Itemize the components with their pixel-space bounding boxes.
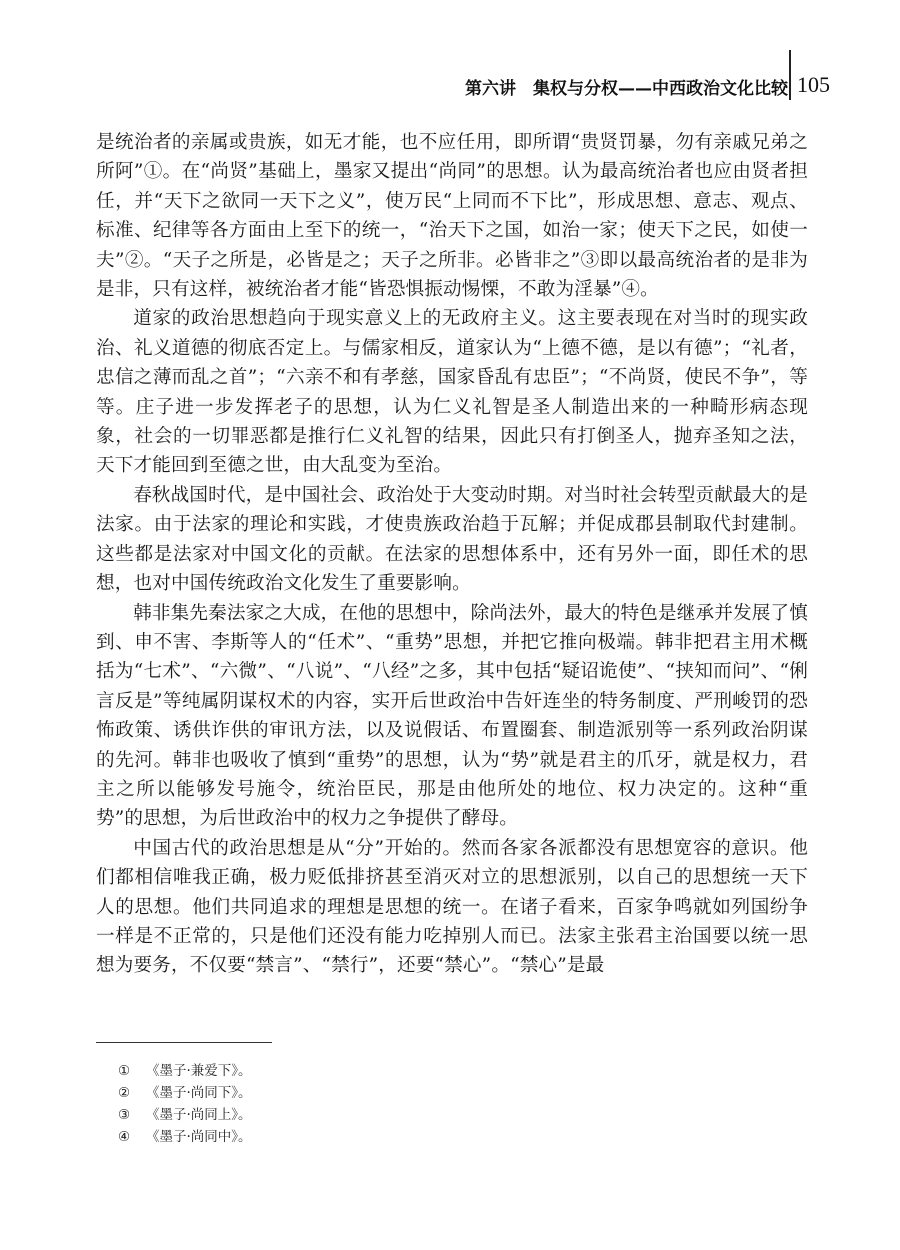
footnote (118, 1060, 252, 1082)
paragraph: 道家的政治思想趋向于现实意义上的无政府主义。这主要表现在对当时的现实政治、礼义道德的彻底否定上。与儒家相反，道家认为“上德不德，是以有德”；“礼者，忠信之薄而乱之首”；“六亲不和有孝慈，国家昏乱有忠臣”；“不尚贤，使民不争”，等等。庄子进一步发挥老子的思想，认为仁义礼智是圣人制造出来的一种畸形病态现象，社会的一切罪恶都是推行仁义礼智的结果，因此只有打倒圣人，抛弃圣知之法，天下才能回到至德之世，由大乱变为至治。 (96, 308, 808, 477)
footnote-text: 《墨子·兼爱下》。 (146, 1063, 252, 1079)
footnote-mark: ② (118, 1085, 131, 1101)
paragraph-continued: 是统治者的亲属或贵族，如无才能，也不应任用，即所谓“贵贤罚暴，勿有亲戚兄弟之所阿”①。在“尚贤”基础上，墨家又提出“尚同”的思想。认为最高统治者也应由贤者担任，并“天下之欲同一天下之义”，使万民“上同而不下比”，形成思想、意志、观点、标准、纪律等各方面由上至下的统一，“治天下之国，如治一家；使天下之民，如使一夫”②。“天子之所是，必皆是之；天子之所非。必皆非之”③即以最高统治者的是非为是非，只有这样，被统治者才能“皆恐惧振动惕慄，不敢为淫暴”④。 (96, 132, 808, 301)
body-text (96, 128, 808, 981)
running-header-title: 第六讲 集权与分权——中西政治文化比较 (465, 79, 788, 99)
footnote-mark: ③ (118, 1107, 131, 1123)
footnote-mark: ④ (118, 1129, 131, 1145)
paragraph: 中国古代的政治思想是从“分”开始的。然而各家各派都没有思想宽容的意识。他们都相信唯我正确，极力贬低排挤甚至消灭对立的思想派别，以自己的思想统一天下人的思想。他们共同追求的理想是思想的统一。在诸子看来，百家争鸣就如列国纷争一样是不正常的，只是他们还没有能力吃掉别人而已。法家主张君主治国要以统一思想为要务，不仅要“禁言”、“禁行”，还要“禁心”。“禁心”是最 (96, 837, 808, 977)
footnote (118, 1104, 252, 1126)
paragraph: 韩非集先秦法家之大成，在他的思想中，除尚法外，最大的特色是继承并发展了慎到、申不害、李斯等人的“任术”、“重势”思想，并把它推向极端。韩非把君主用术概括为“七术”、“六微”、“八说”、“八经”之多，其中包括“疑诏诡使”、“挟知而问”、“俐言反是”等纯属阴谋权术的内容，实开后世政治中告奸连坐的特务制度、严刑峻罚的恐怖政策、诱供诈供的审讯方法，以及说假话、布置圈套、制造派别等一系列政治阴谋的先河。韩非也吸收了慎到“重势”的思想，认为“势”就是君主的爪牙，就是权力，君主之所以能够发号施令，统治臣民，那是由他所处的地位、权力决定的。这种“重势”的思想，为后世政治中的权力之争提供了酵母。 (96, 602, 808, 830)
footnote-text: 《墨子·尚同上》。 (146, 1107, 252, 1123)
footnote-text: 《墨子·尚同下》。 (146, 1085, 252, 1101)
footnote (118, 1082, 252, 1104)
footnote-list (118, 1060, 252, 1148)
paragraph: 春秋战国时代，是中国社会、政治处于大变动时期。对当时社会转型贡献最大的是法家。由于法家的理论和实践，才使贵族政治趋于瓦解；并促成郡县制取代封建制。这些都是法家对中国文化的贡献。在法家的思想体系中，还有另外一面，即任术的思想，也对中国传统政治文化发生了重要影响。 (96, 484, 808, 595)
footnote-divider (96, 1042, 272, 1043)
footnote (118, 1126, 252, 1148)
footnote-mark: ① (118, 1063, 131, 1079)
page-number: 105 (797, 72, 830, 97)
header-vertical-rule (789, 50, 791, 100)
footnote-text: 《墨子·尚同中》。 (146, 1129, 252, 1145)
